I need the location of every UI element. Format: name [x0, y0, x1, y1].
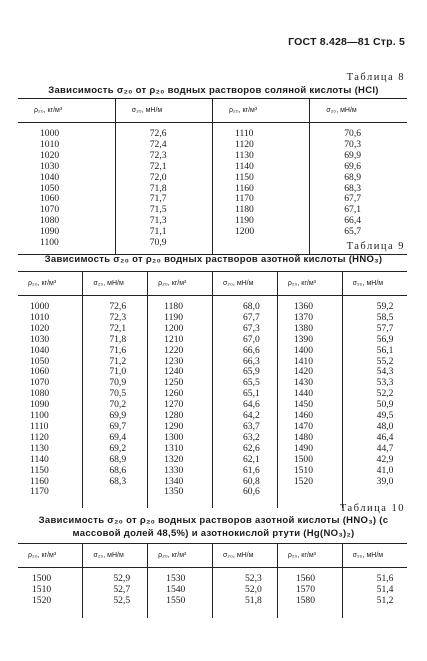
table-cell: 1080 — [30, 388, 50, 400]
table-cell: 60,8 — [242, 475, 260, 487]
table-cell: 1160 — [235, 182, 254, 194]
table-cell: 1040 — [30, 344, 50, 356]
table-cell: 72,3 — [149, 149, 167, 161]
table-cell: 70,2 — [109, 399, 127, 411]
table-cell: 58,5 — [376, 311, 394, 323]
table-cell: 66,3 — [242, 355, 260, 367]
table-cell: 1150 — [235, 171, 254, 183]
table-cell: 1030 — [40, 160, 60, 172]
table-cell: 1580 — [295, 594, 315, 606]
table-cell: 69,2 — [109, 442, 127, 454]
table-cell: 1210 — [164, 333, 184, 345]
table-cell: 68,9 — [109, 453, 127, 465]
page-header: ГОСТ 8.428—81 Стр. 5 — [288, 36, 405, 48]
table-9 — [18, 271, 407, 508]
table-cell: 1480 — [293, 431, 313, 443]
table-cell: 1390 — [293, 333, 313, 345]
t8-h4: σ₂₀, мН/м — [310, 99, 407, 123]
table-cell: 1000 — [30, 301, 50, 312]
table-cell: 1500 — [32, 573, 52, 584]
table-cell: 57,7 — [376, 322, 394, 334]
t9-h3: ρ₂₀, кг/м³ — [148, 272, 213, 296]
table-cell: 60,6 — [242, 486, 260, 498]
table-cell: 71,8 — [109, 333, 127, 345]
table-cell: 72,6 — [109, 301, 127, 312]
table-cell: 1430 — [293, 377, 313, 389]
table-cell: 71,0 — [109, 366, 127, 378]
table-cell: 42,9 — [376, 453, 394, 465]
t10-h4: σ₂₀, мН/м — [212, 544, 277, 568]
table-9-title: Зависимость σ₂₀ от ρ₂₀ водных растворов азотной кислоты (HNO₃) — [44, 254, 383, 265]
table-cell: 48,0 — [376, 420, 394, 432]
t9-col-tension-1 — [83, 296, 148, 508]
table-cell: 1230 — [164, 355, 184, 367]
table-cell: 1450 — [293, 399, 313, 411]
t9-h5: ρ₂₀, кг/м³ — [277, 272, 342, 296]
table-cell: 70,9 — [149, 237, 167, 249]
table-cell: 44,7 — [376, 442, 394, 454]
t8-col-tension-1 — [115, 123, 212, 255]
table-cell: 1010 — [40, 138, 60, 150]
table-cell: 1100 — [40, 237, 59, 249]
table-cell: 71,1 — [149, 226, 167, 238]
table-cell: 1260 — [164, 388, 184, 400]
table-cell: 54,3 — [376, 366, 394, 378]
t8-col-density-2 — [213, 123, 310, 255]
t10-col-tension-1 — [83, 568, 148, 618]
t8-h3: ρ₂₀, кг/м³ — [213, 99, 310, 123]
table-cell: 1020 — [40, 149, 60, 161]
table-cell: 1500 — [293, 453, 313, 465]
table-cell: 71,8 — [149, 182, 167, 194]
table-10-title: Зависимость σ₂₀ от ρ₂₀ водных растворов азотной кислоты (HNO₃) (с массовой долей 48,5%) и азотнокислой ртути (Hg(NO₃)₂) — [38, 515, 389, 539]
table-cell: 63,2 — [242, 431, 260, 443]
table-cell: 63,7 — [242, 420, 260, 432]
table-cell: 70,3 — [344, 138, 362, 150]
table-cell: 69,9 — [344, 149, 362, 161]
table-cell: 1520 — [293, 475, 313, 487]
table-cell: 65,9 — [242, 366, 260, 378]
table-cell: 66,6 — [242, 344, 260, 356]
table-cell: 66,4 — [344, 215, 362, 227]
table-cell: 39,0 — [376, 475, 394, 487]
table-cell: 1400 — [293, 344, 313, 356]
table-8 — [18, 98, 407, 255]
table-cell: 56,9 — [376, 333, 394, 345]
table-cell: 1180 — [164, 301, 183, 312]
table-cell: 67,3 — [242, 322, 260, 334]
table-cell: 69,6 — [344, 160, 362, 172]
table-cell: 1070 — [30, 377, 50, 389]
table-cell: 1220 — [164, 344, 184, 356]
table-8-number: Таблица 8 — [346, 72, 405, 83]
table-cell: 1240 — [164, 366, 184, 378]
table-cell: 1460 — [293, 410, 313, 422]
table-cell: 1040 — [40, 171, 60, 183]
table-cell: 72,0 — [149, 171, 167, 183]
table-cell: 1080 — [40, 215, 60, 227]
table-cell: 1070 — [40, 204, 60, 216]
table-cell: 65,1 — [242, 388, 260, 400]
table-cell: 61,6 — [242, 464, 260, 476]
table-cell: 1340 — [164, 475, 184, 487]
table-cell: 1110 — [235, 128, 254, 139]
table-cell: 1200 — [164, 322, 184, 334]
table-cell: 1120 — [30, 431, 49, 443]
table-cell: 1250 — [164, 377, 184, 389]
table-cell: 52,2 — [376, 388, 394, 400]
table-cell: 1200 — [235, 226, 255, 238]
table-cell: 67,7 — [242, 311, 260, 323]
table-cell: 62,6 — [242, 442, 260, 454]
table-cell: 55,2 — [376, 355, 394, 367]
table-cell: 1420 — [293, 366, 313, 378]
table-cell: 68,6 — [109, 464, 127, 476]
table-cell: 1370 — [293, 311, 313, 323]
table-cell: 70,6 — [344, 128, 362, 139]
table-8-title: Зависимость σ₂₀ от ρ₂₀ водных растворов соляной кислоты (HCl) — [48, 85, 379, 96]
t9-h1: ρ₂₀, кг/м³ — [18, 272, 83, 296]
table-cell: 65,7 — [344, 226, 362, 238]
table-cell: 1160 — [30, 475, 49, 487]
table-cell: 1520 — [32, 594, 52, 606]
t9-col-tension-3 — [342, 296, 407, 508]
table-cell: 1090 — [30, 399, 50, 411]
table-cell: 1150 — [30, 464, 49, 476]
table-10 — [18, 543, 407, 618]
t9-col-tension-2 — [212, 296, 277, 508]
t10-h5: ρ₂₀, кг/м³ — [277, 544, 342, 568]
table-cell: 69,9 — [109, 410, 127, 422]
table-cell: 1470 — [293, 420, 313, 432]
table-cell: 68,3 — [109, 475, 127, 487]
table-cell: 71,6 — [109, 344, 127, 356]
table-cell: 59,2 — [376, 301, 394, 312]
table-cell: 1330 — [164, 464, 184, 476]
table-cell: 1140 — [30, 453, 49, 465]
table-cell: 65,5 — [242, 377, 260, 389]
table-cell: 1190 — [235, 215, 254, 227]
table-cell: 68,0 — [242, 301, 260, 312]
table-cell: 1030 — [30, 333, 50, 345]
table-cell: 70,5 — [109, 388, 127, 400]
t8-h1: ρ₂₀, кг/м³ — [18, 99, 115, 123]
table-cell: 51,2 — [376, 594, 394, 606]
table-cell: 67,7 — [344, 193, 362, 205]
table-cell: 1550 — [166, 594, 186, 606]
table-cell: 71,5 — [149, 204, 167, 216]
table-cell: 1110 — [30, 420, 49, 432]
table-cell: 41,0 — [376, 464, 394, 476]
t9-h2: σ₂₀, мН/м — [83, 272, 148, 296]
table-cell: 72,1 — [149, 160, 167, 172]
table-cell: 69,4 — [109, 431, 127, 443]
table-cell: 1050 — [30, 355, 50, 367]
table-cell: 1020 — [30, 322, 50, 334]
table-cell: 1050 — [40, 182, 60, 194]
table-cell: 46,4 — [376, 431, 394, 443]
table-cell: 1190 — [164, 311, 183, 323]
table-cell: 51,4 — [376, 583, 394, 595]
table-cell: 1270 — [164, 399, 184, 411]
table-cell: 67,1 — [344, 204, 362, 216]
table-cell: 64,2 — [242, 410, 260, 422]
t10-h2: σ₂₀, мН/м — [83, 544, 148, 568]
t8-h2: σ₂₀, мН/м — [115, 99, 212, 123]
table-cell: 53,3 — [376, 377, 394, 389]
table-cell: 1490 — [293, 442, 313, 454]
table-cell: 1410 — [293, 355, 313, 367]
t9-h4: σ₂₀, мН/м — [212, 272, 277, 296]
table-cell: 1010 — [30, 311, 50, 323]
t10-h1: ρ₂₀, кг/м³ — [18, 544, 83, 568]
t9-h6: σ₂₀, мН/м — [342, 272, 407, 296]
table-cell: 1300 — [164, 431, 184, 443]
table-cell: 68,3 — [344, 182, 362, 194]
table-cell: 1350 — [164, 486, 184, 498]
table-cell: 1540 — [166, 583, 186, 595]
table-cell: 51,8 — [244, 594, 262, 606]
table-cell: 72,3 — [109, 311, 127, 323]
table-10-number: Таблица 10 — [339, 503, 405, 514]
table-cell: 1140 — [235, 160, 254, 172]
table-cell: 67,0 — [242, 333, 260, 345]
table-cell: 71,3 — [149, 215, 167, 227]
t9-col-density-1 — [18, 296, 83, 508]
table-cell: 49,5 — [376, 410, 394, 422]
table-cell: 72,6 — [149, 128, 167, 139]
table-cell: 52,9 — [113, 573, 131, 584]
table-cell: 1120 — [235, 138, 254, 150]
table-cell: 70,9 — [109, 377, 127, 389]
t10-h3: ρ₂₀, кг/м³ — [148, 544, 213, 568]
table-cell: 56,1 — [376, 344, 394, 356]
table-cell: 1170 — [30, 486, 49, 498]
table-cell: 1510 — [32, 583, 52, 595]
t9-col-density-3 — [277, 296, 342, 508]
table-cell: 1570 — [295, 583, 315, 595]
table-cell: 72,4 — [149, 138, 167, 150]
table-cell: 72,1 — [109, 322, 127, 334]
table-cell: 1320 — [164, 453, 184, 465]
t10-col-density-3 — [277, 568, 342, 618]
table-cell: 1510 — [293, 464, 313, 476]
t8-col-tension-2 — [310, 123, 407, 255]
table-cell: 71,7 — [149, 193, 167, 205]
t8-col-density-1 — [18, 123, 115, 255]
table-cell: 1130 — [30, 442, 49, 454]
t10-col-density-1 — [18, 568, 83, 618]
table-cell: 68,9 — [344, 171, 362, 183]
table-cell: 52,3 — [244, 573, 262, 584]
table-cell: 1280 — [164, 410, 184, 422]
table-cell: 1560 — [295, 573, 315, 584]
table-cell: 1060 — [30, 366, 50, 378]
table-cell: 1090 — [40, 226, 60, 238]
table-cell: 1380 — [293, 322, 313, 334]
table-cell: 50,9 — [376, 399, 394, 411]
table-cell: 52,5 — [113, 594, 131, 606]
table-cell: 1530 — [166, 573, 186, 584]
table-cell: 1170 — [235, 193, 254, 205]
table-cell: 71,2 — [109, 355, 127, 367]
table-cell: 1130 — [235, 149, 254, 161]
table-cell: 1290 — [164, 420, 184, 432]
table-cell: 1360 — [293, 301, 313, 312]
table-cell: 52,0 — [244, 583, 262, 595]
t10-col-tension-3 — [342, 568, 407, 618]
table-cell: 51,6 — [376, 573, 394, 584]
table-cell: 1000 — [40, 128, 60, 139]
table-9-number: Таблица 9 — [346, 241, 405, 252]
t9-col-density-2 — [148, 296, 213, 508]
table-cell: 69,7 — [109, 420, 127, 432]
table-cell: 1310 — [164, 442, 184, 454]
t10-col-density-2 — [148, 568, 213, 618]
table-cell: 52,7 — [113, 583, 131, 595]
t10-h6: σ₂₀, мН/м — [342, 544, 407, 568]
table-cell: 1440 — [293, 388, 313, 400]
t10-col-tension-2 — [212, 568, 277, 618]
table-cell: 1100 — [30, 410, 49, 422]
table-cell: 1060 — [40, 193, 60, 205]
table-cell: 1180 — [235, 204, 254, 216]
table-cell: 64,6 — [242, 399, 260, 411]
table-cell: 62,1 — [242, 453, 260, 465]
